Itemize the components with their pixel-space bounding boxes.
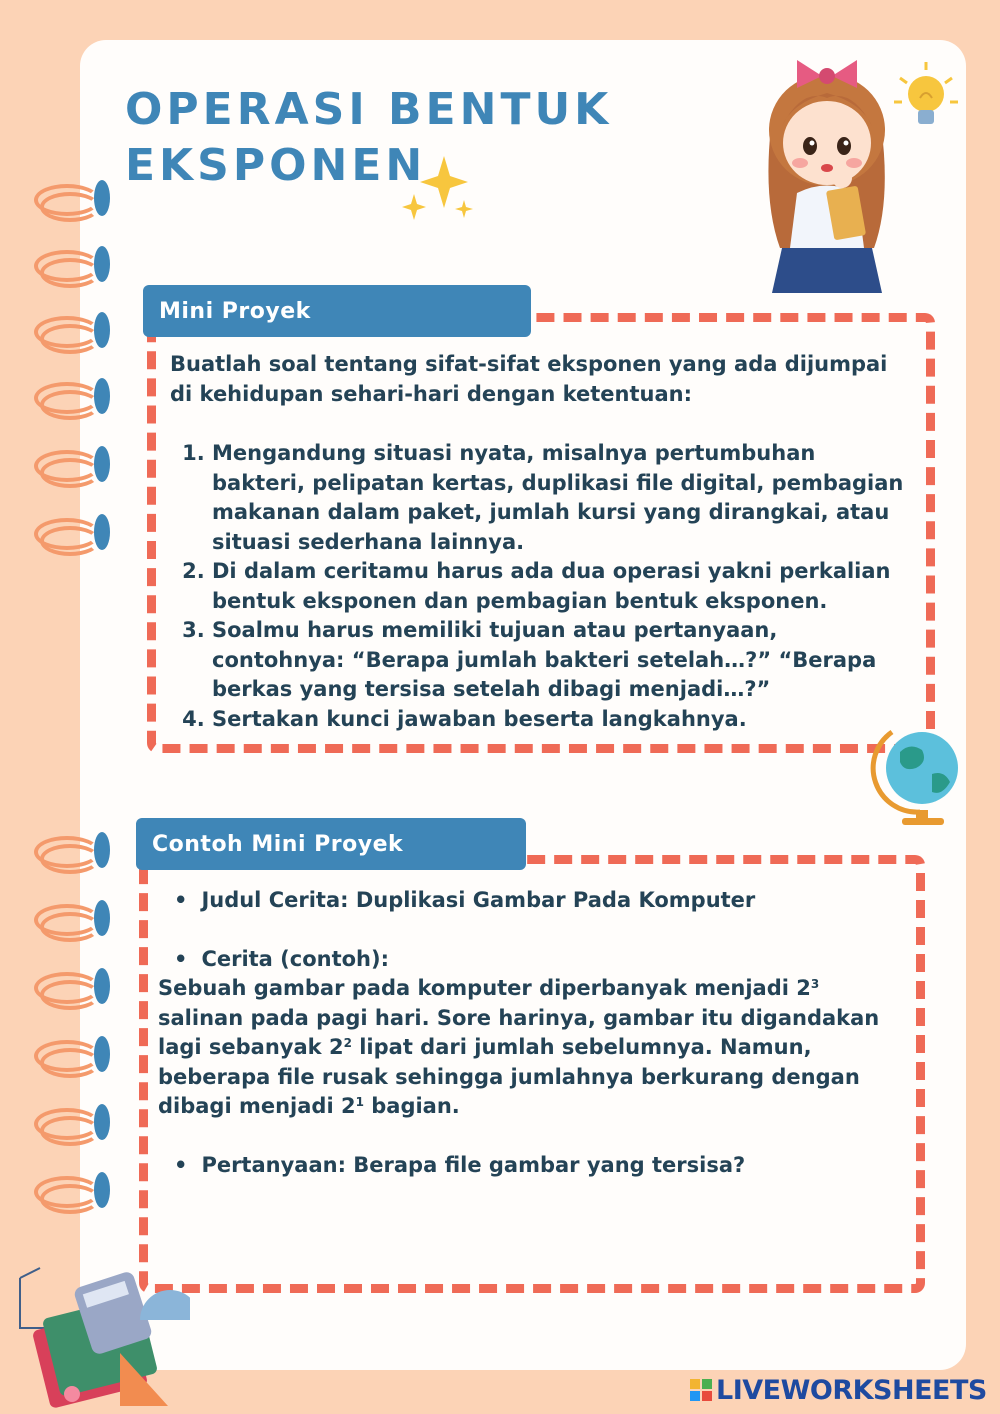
spiral-ring [34, 1034, 124, 1084]
requirement-item: 1. Mengandung situasi nyata, misalnya pertumbuhan bakteri, pelipatan kertas, duplikasi file digital, pembagian makanan dalam paket, jumlah kursi yang dirangkai, atau situasi sederhana lainnya. [212, 439, 910, 557]
spiral-ring [34, 966, 124, 1016]
contoh-mini-proyek-content [158, 886, 903, 1180]
spiral-ring [34, 830, 124, 880]
exponent: 2 [343, 1036, 352, 1050]
light-bulb-icon [892, 58, 964, 138]
story-text-part: lipat dari jumlah sebelumnya. Namun, beberapa file rusak sehingga jumlahnya berkurang dengan dibagi menjadi 2 [158, 1035, 860, 1118]
story-text-part: salinan pada pagi hari. Sore harinya, gambar itu digandakan lagi sebanyak 2 [158, 1005, 880, 1059]
requirement-list [170, 439, 910, 734]
requirement-item: 4. Sertakan kunci jawaban beserta langkahnya. [212, 705, 910, 735]
liveworksheets-brand [690, 1371, 990, 1409]
spiral-ring [34, 178, 124, 228]
title-line-2: EKSPONEN [125, 140, 427, 191]
spiral-ring [34, 376, 124, 426]
calculator-books-illustration [10, 1258, 190, 1408]
exponent: 1 [355, 1095, 364, 1109]
story-title: • Judul Cerita: Duplikasi Gambar Pada Komputer [174, 886, 903, 916]
story-text-part: Sebuah gambar pada komputer diperbanyak menjadi 2 [158, 976, 811, 1000]
mini-proyek-intro: Buatlah soal tentang sifat-sifat eksponen yang ada dijumpai di kehidupan sehari-hari dengan ketentuan: [170, 352, 888, 406]
title-line-1: OPERASI BENTUK [125, 84, 613, 135]
spiral-ring [34, 444, 124, 494]
requirement-item: 2. Di dalam ceritamu harus ada dua operasi yakni perkalian bentuk eksponen dan pembagian bentuk eksponen. [212, 557, 910, 616]
mini-proyek-heading: Mini Proyek [143, 285, 531, 337]
spiral-ring [34, 512, 124, 562]
mini-proyek-content [170, 350, 910, 734]
page-title [125, 82, 612, 194]
student-girl-illustration [752, 48, 902, 298]
spiral-ring [34, 1170, 124, 1220]
story-label: • Cerita (contoh): [174, 945, 903, 975]
requirement-item: 3. Soalmu harus memiliki tujuan atau pertanyaan, contohnya: “Berapa jumlah bakteri setelah…?” “Berapa berkas yang tersisa setelah dibagi menjadi…?” [212, 616, 910, 705]
spiral-ring [34, 310, 124, 360]
exponent: 3 [810, 977, 820, 991]
spiral-ring [34, 1102, 124, 1152]
story-text-part: bagian. [363, 1094, 460, 1118]
story-text [158, 974, 903, 1122]
spiral-ring [34, 244, 124, 294]
liveworksheets-logo-icon [690, 1379, 712, 1401]
brand-name: LIVEWORKSHEETS [716, 1374, 987, 1406]
contoh-mini-proyek-heading: Contoh Mini Proyek [136, 818, 526, 870]
sparkle-icon [396, 154, 486, 234]
spiral-ring [34, 898, 124, 948]
story-question: • Pertanyaan: Berapa file gambar yang tersisa? [174, 1151, 903, 1181]
globe-icon [870, 712, 970, 832]
